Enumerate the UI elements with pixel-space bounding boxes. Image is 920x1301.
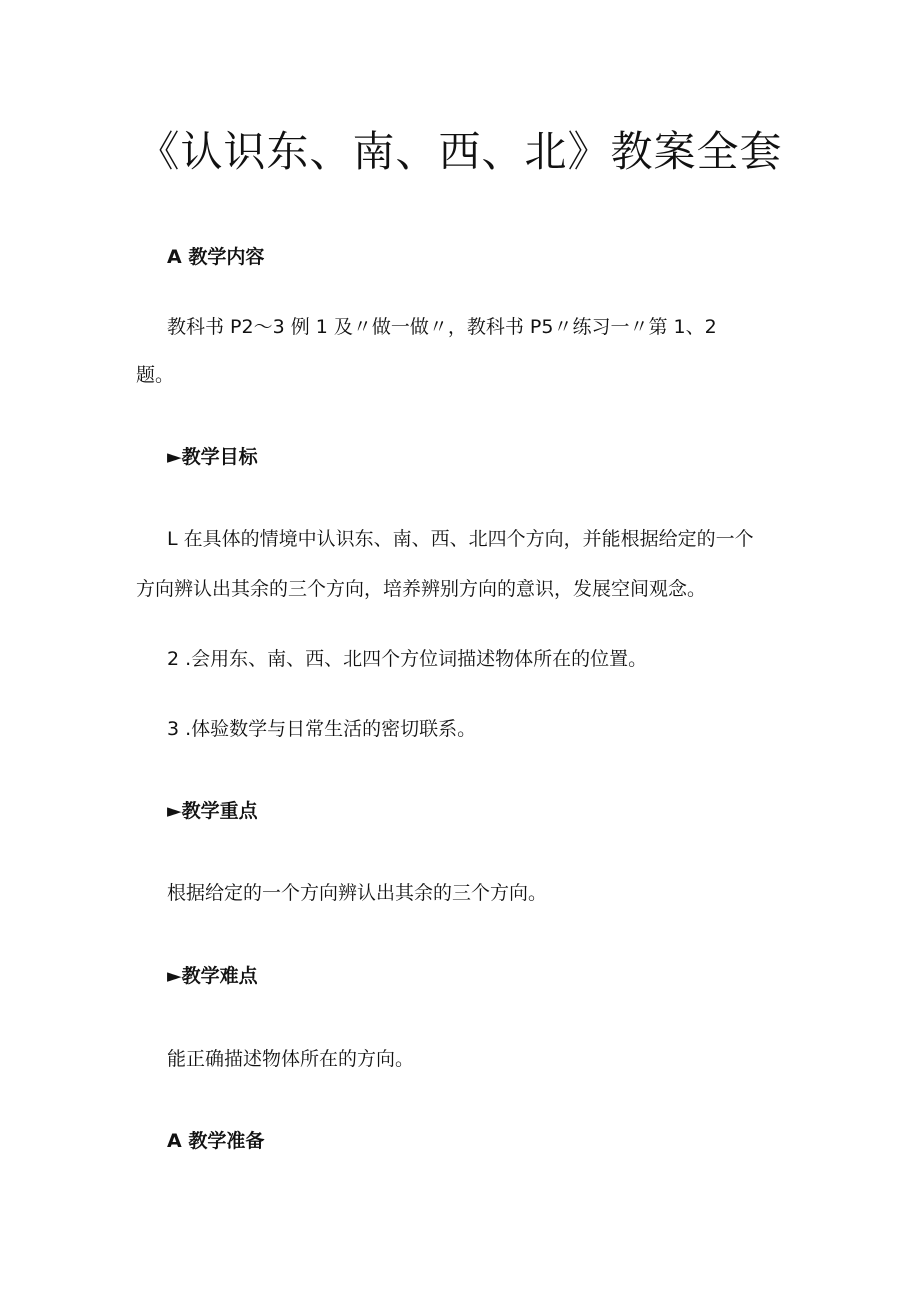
goal-1-line-1: L 在具体的情境中认识东、南、西、北四个方向，并能根据给定的一个 [167,528,754,550]
page-title: 《认识东、南、西、北》教案全套 [137,127,783,176]
teaching-content-line-1: 教科书 P2～3 例 1 及〃做一做〃，教科书 P5〃练习一〃第 1、2 [167,316,717,338]
goal-1-line-2: 方向辨认出其余的三个方向，培养辨别方向的意识，发展空间观念。 [136,578,707,600]
goal-2: 2 .会用东、南、西、北四个方位词描述物体所在的位置。 [167,648,648,670]
section-heading-teaching-goals: ►教学目标 [167,446,258,468]
teaching-content-line-2: 题。 [136,364,175,386]
section-heading-preparation: A 教学准备 [167,1130,265,1152]
difficulty-text: 能正确描述物体所在的方向。 [167,1048,415,1070]
section-heading-difficulty: ►教学难点 [167,965,258,987]
goal-3: 3 .体验数学与日常生活的密切联系。 [167,718,477,740]
section-heading-key-point: ►教学重点 [167,800,258,822]
key-point-text: 根据给定的一个方向辨认出其余的三个方向。 [167,882,548,904]
section-heading-teaching-content: A 教学内容 [167,246,265,268]
